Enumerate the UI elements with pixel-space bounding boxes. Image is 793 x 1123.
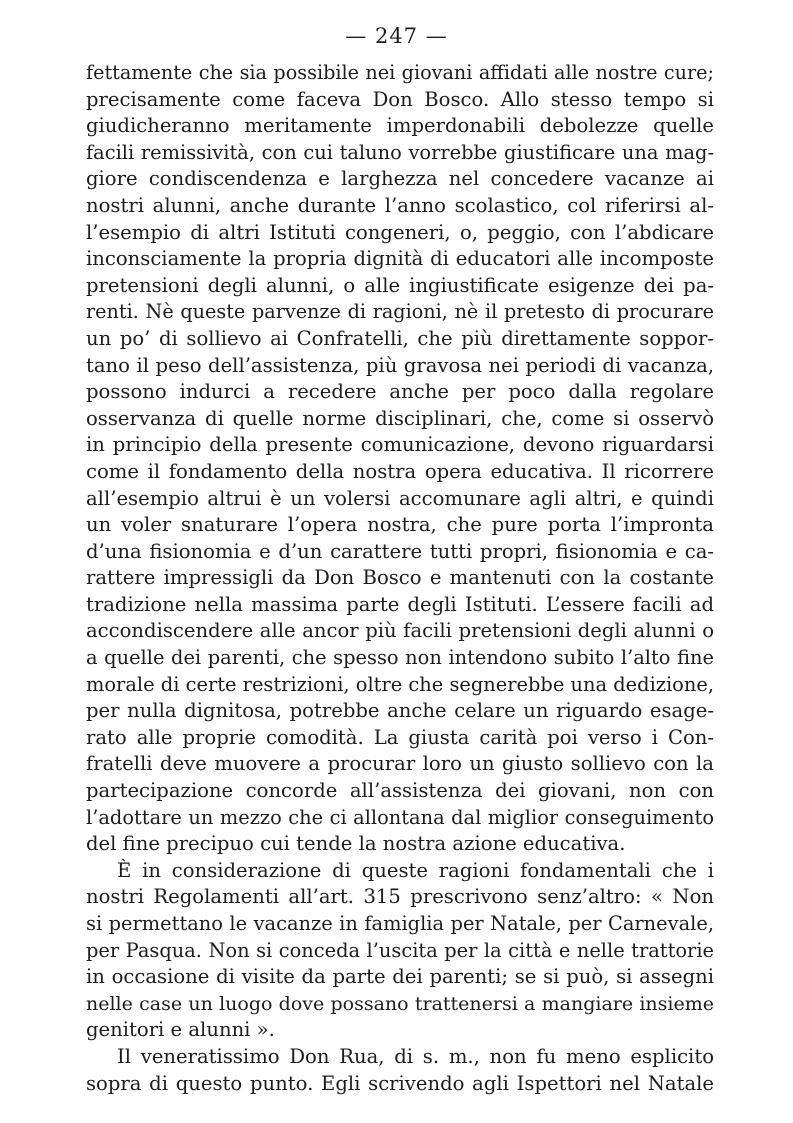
- text-line: all’esempio altrui è un volersi accomunare agli altri, e quindi: [86, 486, 714, 510]
- text-line: d’una fisionomia e d’un carattere tutti propri, fisionomia e ca-: [86, 539, 714, 563]
- text-line: nostri alunni, anche durante l’anno scolastico, col riferirsi al-: [86, 193, 714, 217]
- text-line: fratelli deve muovere a procurar loro un giusto sollievo con la: [86, 752, 714, 776]
- text-line: un po’ di sollievo ai Confratelli, che più direttamente soppor-: [86, 326, 714, 350]
- text-line: accondiscendere alle ancor più facili pretensioni degli alunni o: [86, 619, 714, 643]
- text-line: nostri Regolamenti all’art. 315 prescrivono senz’altro: « Non: [86, 885, 714, 909]
- text-line: È in considerazione di queste ragioni fondamentali che i: [117, 858, 714, 882]
- text-line: l’adottare un mezzo che ci allontana dal miglior conseguimento: [86, 805, 714, 829]
- text-line: rattere impressigli da Don Bosco e mantenuti con la costante: [86, 566, 714, 590]
- text-line: come il fondamento della nostra opera educativa. Il ricorrere: [86, 459, 714, 483]
- text-line: inconsciamente la propria dignità di educatori alle incomposte: [86, 247, 714, 271]
- text-line: morale di certe restrizioni, oltre che segnerebbe una dedizione,: [86, 672, 714, 696]
- text-line: partecipazione concorde all’assistenza dei giovani, non con: [86, 779, 714, 803]
- text-line: tradizione nella massima parte degli Istituti. L’essere facili ad: [86, 592, 714, 616]
- text-line: giore condiscendenza e larghezza nel concedere vacanze ai: [86, 167, 714, 191]
- text-line: per Pasqua. Non si conceda l’uscita per la città e nelle trattorie: [86, 938, 714, 962]
- text-line: Il veneratissimo Don Rua, di s. m., non fu meno esplicito: [117, 1044, 714, 1068]
- body-text: [86, 60, 714, 1097]
- text-line: osservanza di quelle norme disciplinari, che, come si osservò: [86, 406, 714, 430]
- text-line: a quelle dei parenti, che spesso non intendono subito l’alto fine: [86, 646, 714, 670]
- text-line: si permettano le vacanze in famiglia per Natale, per Carnevale,: [86, 912, 714, 935]
- text-line: precisamente come faceva Don Bosco. Allo stesso tempo si: [86, 87, 714, 111]
- text-line: in principio della presente comunicazione, devono riguardarsi: [86, 433, 714, 457]
- text-line: fettamente che sia possibile nei giovani affidati alle nostre cure;: [86, 61, 714, 84]
- text-line: pretensioni degli alunni, o alle ingiustificate esigenze dei pa-: [86, 273, 714, 297]
- text-line: giudicheranno meritamente imperdonabili debolezze quelle: [86, 114, 714, 138]
- text-line: possono indurci a recedere anche per poco dalla regolare: [86, 380, 714, 404]
- text-line: rato alle proprie comodità. La giusta carità poi verso i Con-: [86, 725, 714, 749]
- page-number: — 247 —: [345, 24, 448, 48]
- text-line: in occasione di visite da parte dei parenti; se si può, si assegni: [86, 965, 714, 989]
- text-line: nelle case un luogo dove possano trattenersi a mangiare insieme: [86, 992, 714, 1015]
- text-line: renti. Nè queste parvenze di ragioni, nè il pretesto di procurare: [86, 300, 714, 324]
- text-line: sopra di questo punto. Egli scrivendo agli Ispettori nel Natale: [86, 1071, 714, 1095]
- text-line: genitori e alunni ».: [86, 1018, 275, 1042]
- text-line: facili remissività, con cui taluno vorrebbe giustificare una mag-: [86, 140, 714, 164]
- text-line: un voler snaturare l’opera nostra, che pure porta l’impronta: [86, 513, 714, 537]
- text-line: l’esempio di altri Istituti congeneri, o, peggio, con l’abdicare: [86, 220, 714, 244]
- text-line: tano il peso dell’assistenza, più gravosa nei periodi di vacanza,: [86, 353, 714, 377]
- text-line: del fine precipuo cui tende la nostra azione educativa.: [86, 832, 626, 856]
- text-line: per nulla dignitosa, potrebbe anche celare un riguardo esage-: [86, 699, 714, 723]
